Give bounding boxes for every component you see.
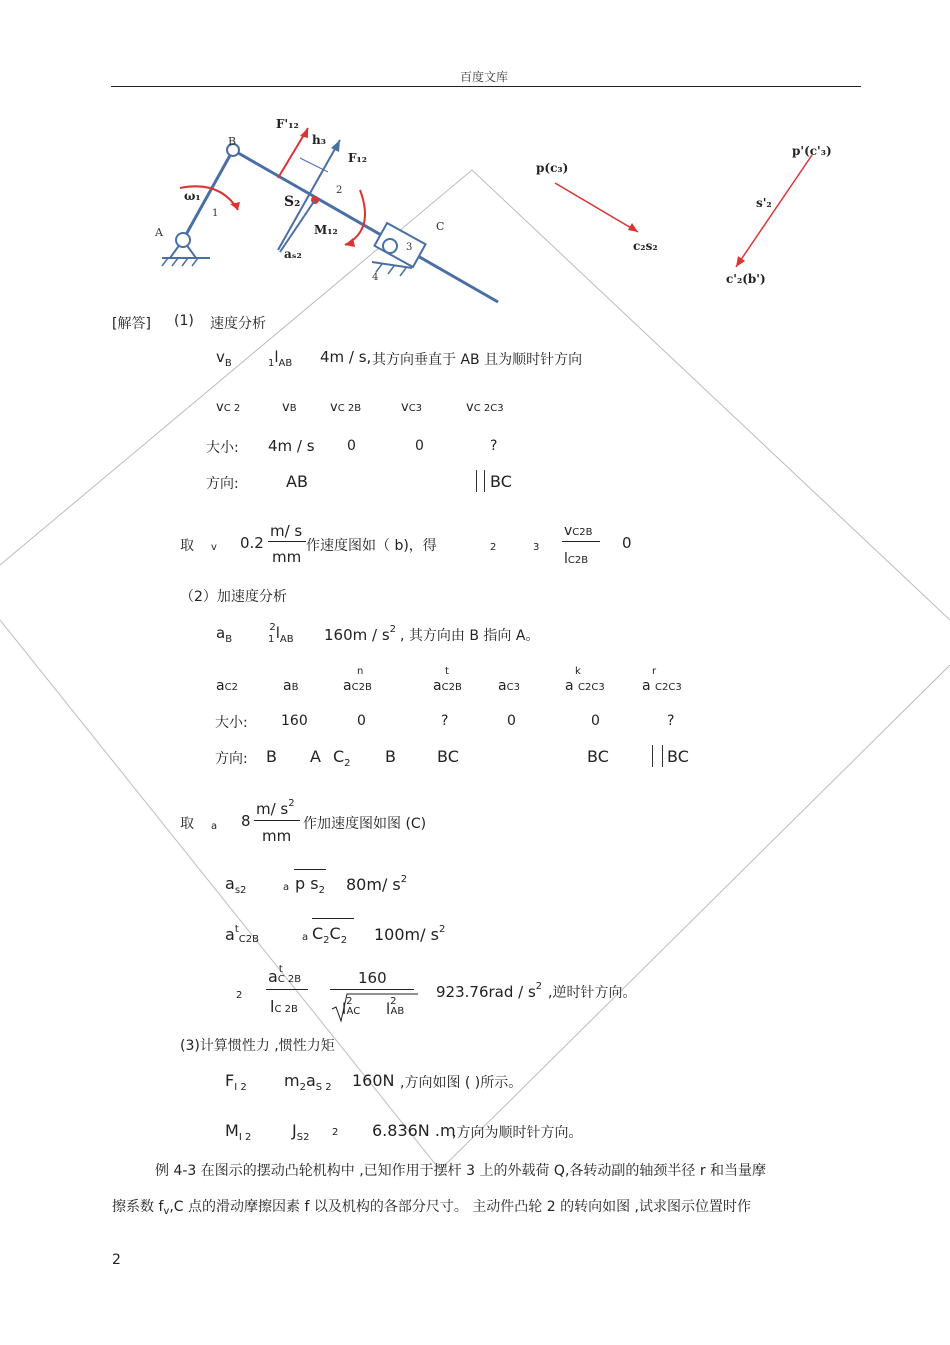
take-a-pre: 取: [180, 816, 194, 832]
vb-value: 4m / s,: [320, 348, 372, 366]
as2-value: 80m/ $s^2$: [346, 874, 408, 894]
label-B: B: [228, 135, 237, 148]
mechanism-diagram: [150, 110, 510, 310]
acceleration-polygon: [720, 135, 850, 290]
size-val-1: 4m / s: [268, 437, 315, 455]
take-v-fden: lC2B: [564, 551, 589, 567]
vb-text: 其方向垂直于 AB 且为顺时针方向: [372, 352, 583, 368]
fi-lhs: $F_{I 2}$: [225, 1071, 247, 1093]
mi-two: 2: [332, 1127, 339, 1138]
alpha-lhs: 2: [236, 990, 243, 1001]
label-S2: S₂: [284, 194, 301, 210]
acc-size-5: 0: [591, 713, 600, 729]
label-omega: ω₁: [184, 189, 201, 203]
acc-size-4: 0: [507, 713, 516, 729]
ab-value: $160m / s^2$: [324, 624, 397, 644]
acc-dir-5: BC: [437, 747, 459, 766]
acc-vec-6: a C2C3 k: [565, 666, 605, 694]
acc-dir-1: B: [266, 747, 277, 766]
label-F12p: F'₁₂: [276, 117, 299, 131]
alpha-text: ,逆时针方向。: [548, 985, 637, 1001]
ab-rhs: $_1^2l_{AB}$: [268, 622, 294, 645]
page-header-title: 百度文库: [460, 70, 509, 84]
label-ap-p: p'(c'₃): [792, 144, 832, 158]
acc-dir-7: BC: [667, 747, 689, 766]
label-ap-s2: s'₂: [756, 196, 772, 210]
at-mu: a: [302, 932, 309, 943]
velocity-polygon: [530, 150, 670, 260]
label-A: A: [155, 226, 163, 239]
label-vp-p: p(c₃): [536, 161, 569, 175]
ab-lhs: $a_B$: [216, 624, 233, 645]
acc-size-6: ?: [667, 713, 675, 729]
answer-tag: [解答]: [112, 316, 151, 332]
alpha-fnum: $a^tC$ 2B: [268, 964, 302, 986]
acc-dir-4: B: [385, 747, 396, 766]
alpha-rad2: $l^2AB$: [386, 996, 405, 1018]
take-v-w3: 3: [533, 542, 540, 553]
section-1-num: (1): [174, 313, 194, 329]
vb-rhs: $_1l_{AB}$: [268, 348, 293, 369]
dir-label: 方向:: [206, 476, 239, 492]
section-1-title: 速度分析: [210, 316, 266, 332]
example-line-2: 擦系数 $f_v,C$ 点的滑动摩擦因素 f 以及机构的各部分尺寸。 主动件凸轮 2 的转向如图 ,试求图示位置时作: [112, 1199, 751, 1217]
take-v-mu: v: [211, 542, 217, 553]
acc-dir-2: A: [310, 747, 321, 766]
vel-vec-4: vC3: [401, 400, 423, 415]
acc-dir-label: 方向:: [215, 751, 248, 767]
ab-text: , 其方向由 B 指向 A。: [400, 628, 540, 644]
take-v-pre: 取: [180, 538, 194, 554]
acc-dir-6: BC: [587, 747, 609, 766]
header-rule: [111, 86, 861, 87]
dir-val-2: BC: [490, 472, 512, 491]
as2-seg: p $s_2$: [295, 874, 325, 896]
as2-mu: a: [283, 882, 290, 893]
mi-j: $J_{S2}$: [292, 1121, 310, 1143]
fi-value: 160N: [352, 1071, 395, 1090]
label-link1: 1: [212, 208, 219, 219]
fi-rhs: $m_2a_{S 2}$: [284, 1071, 332, 1093]
label-C: C: [436, 220, 445, 233]
acc-vec-3: aC2B n: [343, 666, 372, 694]
size-val-4: ?: [490, 438, 498, 454]
label-link2: 2: [336, 185, 343, 196]
as2-lhs: $a_{s2}$: [225, 874, 247, 896]
label-vp-c2s2: c₂s₂: [633, 239, 658, 253]
at-seg: $C_2C_2$: [312, 924, 348, 946]
at-value: 100m/ $s^2$: [374, 924, 446, 944]
take-v-den: mm: [272, 548, 302, 566]
acc-vec-1: aC2: [216, 678, 238, 694]
acc-vec-7: a C2C3 r: [642, 666, 682, 694]
acc-vec-5: aC3: [498, 678, 520, 694]
take-a-text: 作加速度图如图 (C): [303, 816, 427, 832]
size-val-3: 0: [415, 438, 424, 454]
take-v-fnum: vC2B: [564, 523, 593, 539]
section-3-title: (3)计算惯性力 ,惯性力矩: [180, 1038, 335, 1054]
vel-vec-1: vC 2: [216, 400, 241, 415]
acc-size-label: 大小:: [215, 715, 248, 731]
label-ap-c2: c'₂(b'): [726, 272, 766, 286]
dir-val-1: AB: [286, 472, 308, 491]
label-M12: M₁₂: [314, 223, 338, 237]
page-number: 2: [112, 1252, 121, 1268]
size-val-2: 0: [347, 438, 356, 454]
section-2-title: （2）加速度分析: [180, 589, 287, 605]
take-a-mu: a: [211, 821, 218, 832]
label-h3: h₃: [312, 133, 326, 147]
mi-lhs: $M_{I 2}$: [225, 1121, 252, 1143]
take-v-coef: 0.2: [240, 534, 264, 552]
take-v-w2: 2: [490, 542, 497, 553]
acc-size-2: 0: [357, 713, 366, 729]
acc-vec-2: aB: [283, 678, 299, 694]
vb-line: $v_B$: [216, 348, 232, 369]
alpha-value: $923.76rad / s^2$: [436, 981, 543, 1001]
at-lhs: $a^t_{C2B}$: [225, 924, 259, 945]
label-link4: 4: [372, 272, 379, 283]
acc-vec-4: aC2B t: [433, 666, 462, 694]
take-v-res: 0: [622, 534, 632, 552]
take-a-coef: 8: [241, 812, 251, 830]
alpha-fden: lC 2B: [270, 997, 298, 1016]
label-link3: 3: [406, 242, 413, 253]
example-line-1: 例 4-3 在图示的摆动凸轮机构中 ,已知作用于摆杆 3 上的外载荷 Q,各转动副的轴颈半径 r 和当量摩: [155, 1163, 767, 1179]
take-a-num: m/ $s^2$: [256, 798, 295, 818]
acc-size-3: ?: [441, 713, 449, 729]
size-label: 大小:: [206, 440, 239, 456]
vel-vec-5: vC 2C3: [466, 400, 504, 415]
acc-size-1: 160: [281, 713, 308, 729]
label-F12: F₁₂: [348, 151, 368, 165]
label-as2: aₛ₂: [284, 247, 302, 261]
take-v-num: m/ s: [270, 522, 303, 540]
acc-dir-3: $C_2$: [333, 747, 351, 769]
vel-vec-3: vC 2B: [330, 400, 362, 415]
mi-text: ,方向为顺时针方向。: [452, 1125, 583, 1141]
take-a-den: mm: [262, 827, 292, 845]
alpha-rad1: $l^2AC$: [342, 996, 361, 1018]
fi-text: ,方向如图 ( )所示。: [400, 1075, 523, 1091]
take-v-text: 作速度图如（ b)，得: [306, 538, 437, 554]
alpha-num2: 160: [358, 969, 387, 987]
mi-value: 6.836N .m: [372, 1121, 456, 1140]
vel-vec-2: vB: [282, 400, 297, 415]
